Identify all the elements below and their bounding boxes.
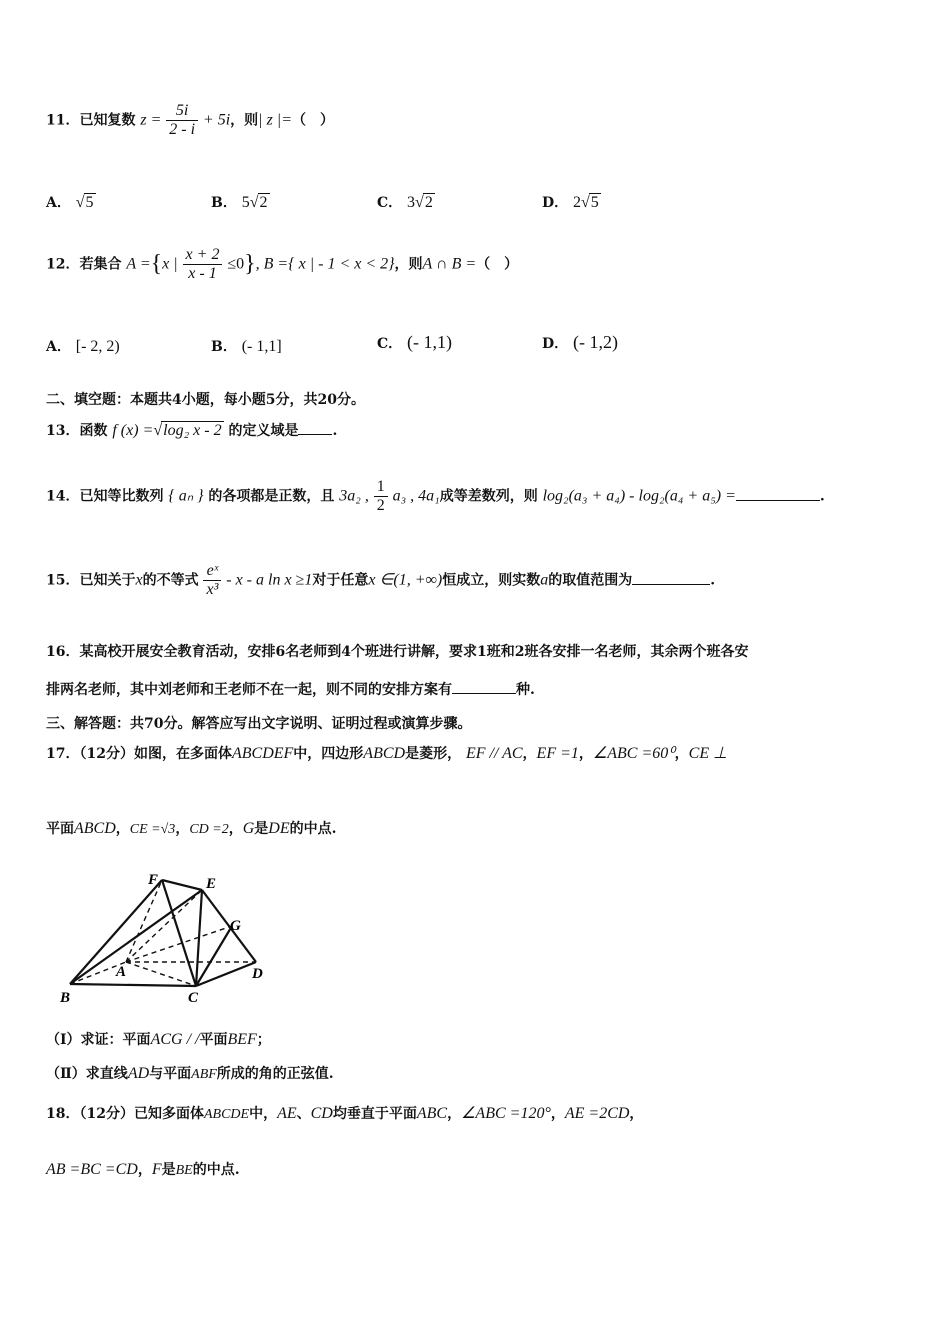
label-e: E	[206, 876, 217, 892]
label-g: G	[230, 918, 241, 934]
label-f: F	[148, 872, 159, 888]
question-18-line-2: AB =BC =CD，F是BE的中点.	[46, 1161, 240, 1178]
question-14: 14．已知等比数列 { aₙ } 的各项都是正数，且 3a₂ , $\frac{1}{2}$ a₃ , 4a₁成等差数列，则 log₂(a₃ + a₄) - log₂(a₄ + a₅) = .	[46, 478, 825, 514]
question-13: 13．函数 f (x) =√log₂ x - 2 的定义域是 .	[46, 422, 338, 439]
question-17-part-1: （Ⅰ）求证：平面ACG / /平面BEF；	[46, 1031, 271, 1048]
fraction: $\frac{1}{2}$	[374, 478, 388, 515]
question-17-line-2: 平面ABCD，CE =√3，CD =2，G是DE的中点.	[46, 820, 337, 837]
question-12: 12．若集合 A ={x | $\frac{x + 2}{x - 1}$ ≤0}, B ={ x | - 1 < x < 2}，则A ∩ B =（ ）	[46, 246, 519, 282]
question-11: 11．已知复数 z = $\frac{5i}{2 - i}$ + 5i，则| z |=（ ）	[46, 102, 334, 138]
label-b: B	[60, 990, 71, 1006]
question-16-line-2: 排两名老师，其中刘老师和王老师不在一起，则不同的安排方案有 种.	[46, 679, 904, 699]
label-d: D	[252, 966, 263, 982]
section-heading-3: 三、解答题：共70分。解答应写出文字说明、证明过程或演算步骤。	[46, 716, 472, 732]
question-16-line-1: 16．某高校开展安全教育活动，安排6名老师到4个班进行讲解，要求1班和2班各安排一名老师，其余两个班各安	[46, 644, 749, 660]
question-17: 17．（12分）如图，在多面体ABCDEF中，四边形ABCD是菱形， EF // AC，EF =1，∠ABC =60⁰，CE ⊥	[46, 745, 728, 762]
q11-option-b: B． 5√2	[211, 194, 268, 211]
question-18: 18．（12分）已知多面体ABCDE中，AE、CD均垂直于平面ABC，∠ABC =120°，AE =2CD，	[46, 1105, 644, 1122]
fraction: $\frac{\text{eˣ}}{\text{x³}}$	[203, 562, 221, 599]
section-heading-2: 二、填空题：本题共4小题，每小题5分，共20分。	[46, 392, 365, 408]
polyhedron-figure	[56, 862, 276, 1012]
q12-option-b: B． (- 1,1]	[211, 338, 282, 355]
question-15: 15．已知关于x的不等式 $\frac{\text{eˣ}}{\text{x³}}$ - x - a ln x ≥1对于任意x ∈(1, +∞)恒成立，则实数a的取值范围为 .	[46, 562, 716, 598]
q11-option-d: D． 2√5	[542, 194, 599, 211]
q12-option-d: D． (- 1,2)	[542, 332, 618, 352]
question-17-part-2: （Ⅱ）求直线AD与平面ABF所成的角的正弦值.	[46, 1065, 334, 1082]
fraction: $\frac{x + 2}{x - 1}$	[183, 246, 223, 283]
q11-option-a: A． √5	[46, 194, 94, 211]
q12-option-a: A． [- 2, 2)	[46, 338, 120, 355]
fraction: $\frac{5i}{2 - i}$	[166, 102, 198, 139]
label-c: C	[188, 990, 199, 1006]
label-a: A	[116, 964, 127, 980]
q12-option-c: C． (- 1,1)	[377, 332, 453, 352]
q11-option-c: C． 3√2	[377, 194, 433, 211]
